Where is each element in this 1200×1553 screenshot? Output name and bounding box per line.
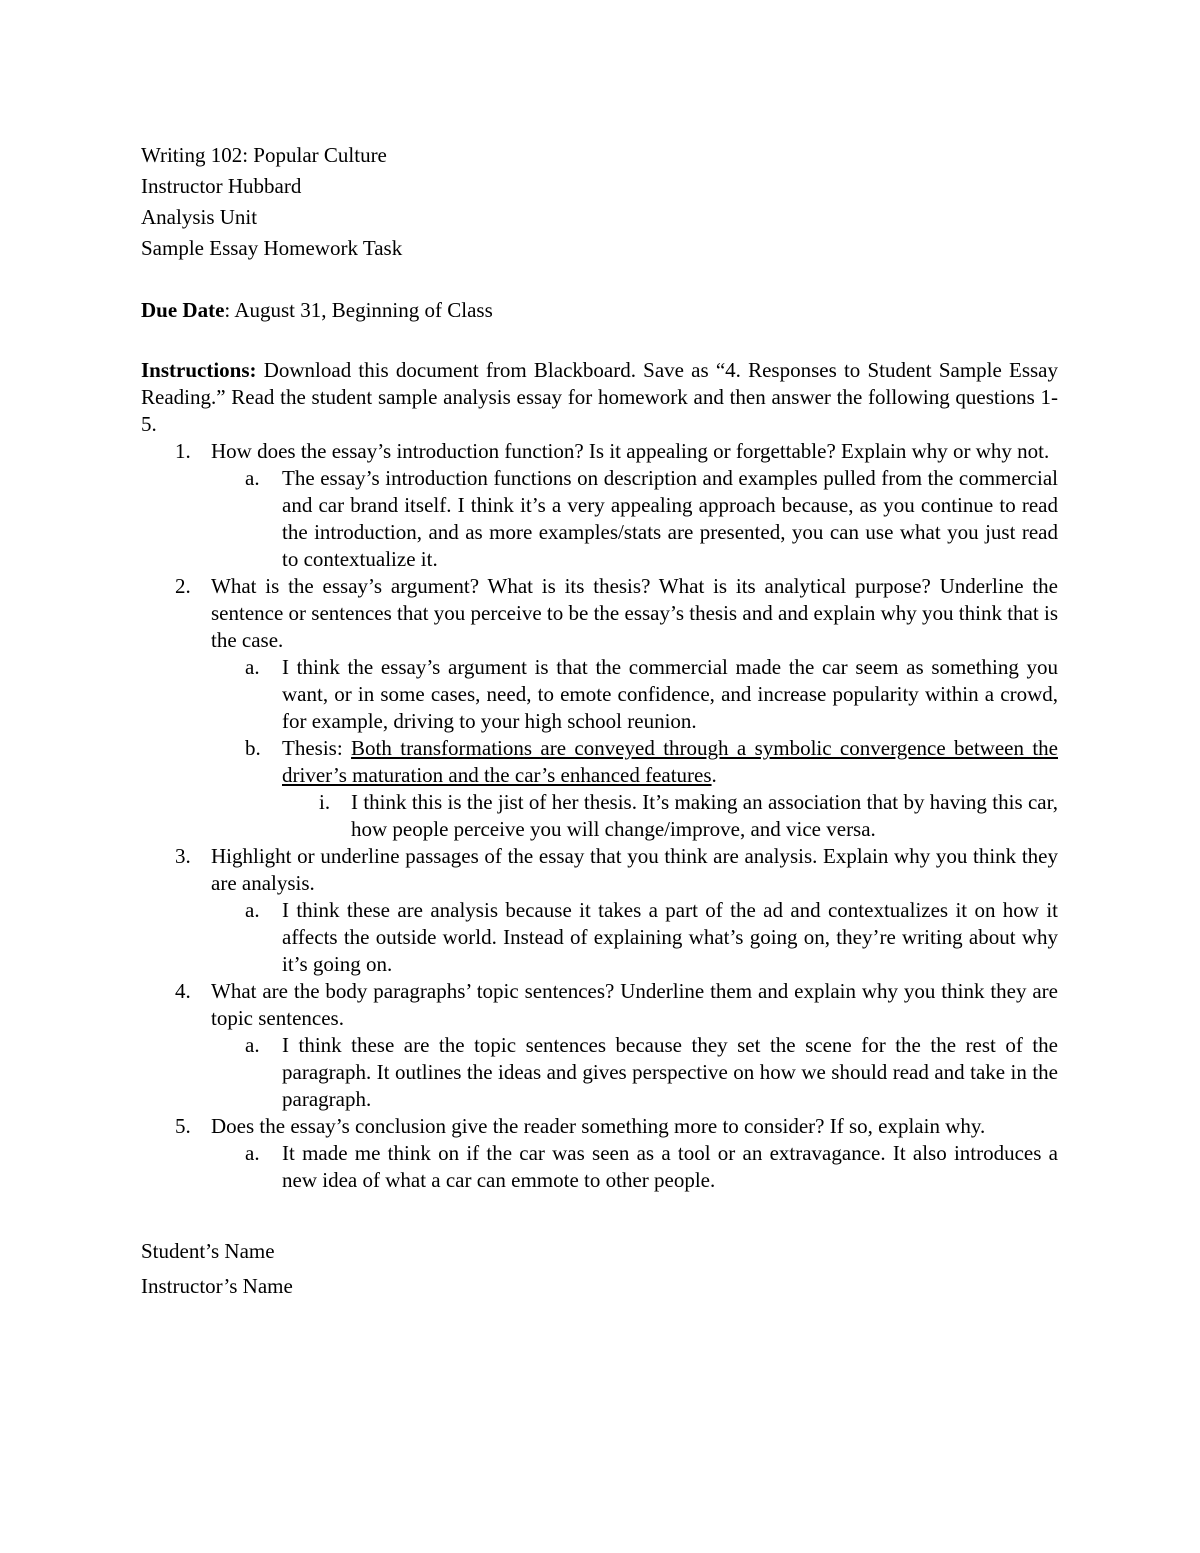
question-text: What are the body paragraphs’ topic sentences? Underline them and explain why you think they are topic sentences. <box>211 979 1058 1030</box>
answer-text: I think these are the topic sentences because they set the scene for the the rest of the paragraph. It outlines the ideas and gives perspective on how we should read and take in the paragraph. <box>282 1033 1058 1111</box>
thesis-answer <box>141 735 1058 789</box>
thesis-prefix: Thesis: <box>282 736 352 760</box>
question-2 <box>141 573 1058 843</box>
question-5 <box>141 1113 1058 1194</box>
instructions-text: Download this document from Blackboard. Save as “4. Responses to Student Sample Essay Reading.” Read the student sample analysis essay for homework and then answer the following questions 1-5. <box>141 358 1058 436</box>
sub-answer <box>141 789 1058 843</box>
instructions <box>141 357 1058 438</box>
answer-text: The essay’s introduction functions on description and examples pulled from the commercial and car brand itself. I think it’s a very appealing approach because, as you continue to read the introduction, and as more examples/stats are presented, you can use what you just read to contextualize it. <box>282 466 1058 571</box>
instructions-label: Instructions: <box>141 358 257 382</box>
answer-text: I think the essay’s argument is that the commercial made the car seem as something you want, or in some cases, need, to emote confidence, and increase popularity within a crowd, for example, driving to your high school reunion. <box>282 655 1058 733</box>
question-list <box>141 438 1058 1194</box>
question-number: 1. <box>175 439 191 463</box>
answer <box>141 897 1058 978</box>
answer <box>141 465 1058 573</box>
due-date-label: Due Date <box>141 298 225 322</box>
answer-text: It made me think on if the car was seen as a tool or an extravagance. It also introduces a new idea of what a car can emmote to other people. <box>282 1141 1058 1192</box>
question-3 <box>141 843 1058 978</box>
question-text: How does the essay’s introduction function? Is it appealing or forgettable? Explain why or why not. <box>211 439 1050 463</box>
question-text: What is the essay’s argument? What is its thesis? What is its analytical purpose? Underline the sentence or sentences that you perceive to be the essay’s thesis and and explain why you think that is the case. <box>211 574 1058 652</box>
sub-answer-text: I think this is the jist of her thesis. It’s making an association that by having this car, how people perceive you will change/improve, and vice versa. <box>351 790 1058 841</box>
answer-marker: a. <box>245 898 260 922</box>
answer-text: I think these are analysis because it takes a part of the ad and contextualizes it on how it affects the outside world. Instead of explaining what’s going on, they’re writing about why it’s going on. <box>282 898 1058 976</box>
question-number: 4. <box>175 979 191 1003</box>
course-title: Writing 102: Popular Culture <box>141 143 387 167</box>
answer-marker: a. <box>245 1141 260 1165</box>
question-text: Does the essay’s conclusion give the reader something more to consider? If so, explain why. <box>211 1114 986 1138</box>
answer-marker: a. <box>245 655 260 679</box>
question-4 <box>141 978 1058 1113</box>
document-page <box>141 140 1058 1304</box>
answer <box>141 654 1058 735</box>
question-number: 5. <box>175 1114 191 1138</box>
answer <box>141 1032 1058 1113</box>
instructor-line: Instructor Hubbard <box>141 174 302 198</box>
task-line: Sample Essay Homework Task <box>141 236 403 260</box>
student-name: Student’s Name <box>141 1239 275 1263</box>
thesis-suffix: . <box>711 763 717 787</box>
question-1 <box>141 438 1058 573</box>
answer-marker: a. <box>245 466 260 490</box>
instructor-name: Instructor’s Name <box>141 1274 293 1298</box>
unit-line: Analysis Unit <box>141 205 258 229</box>
question-number: 2. <box>175 574 191 598</box>
thesis-underlined: Both transformations are conveyed through a symbolic convergence between the driver’s maturation and the car’s enhanced features <box>282 736 1058 787</box>
answer-marker: b. <box>245 736 261 760</box>
sub-answer-marker: i. <box>319 790 331 814</box>
question-number: 3. <box>175 844 191 868</box>
question-text: Highlight or underline passages of the essay that you think are analysis. Explain why you think they are analysis. <box>211 844 1058 895</box>
due-date <box>141 295 1058 326</box>
answer <box>141 1140 1058 1194</box>
answer-marker: a. <box>245 1033 260 1057</box>
due-date-value: : August 31, Beginning of Class <box>224 298 493 322</box>
